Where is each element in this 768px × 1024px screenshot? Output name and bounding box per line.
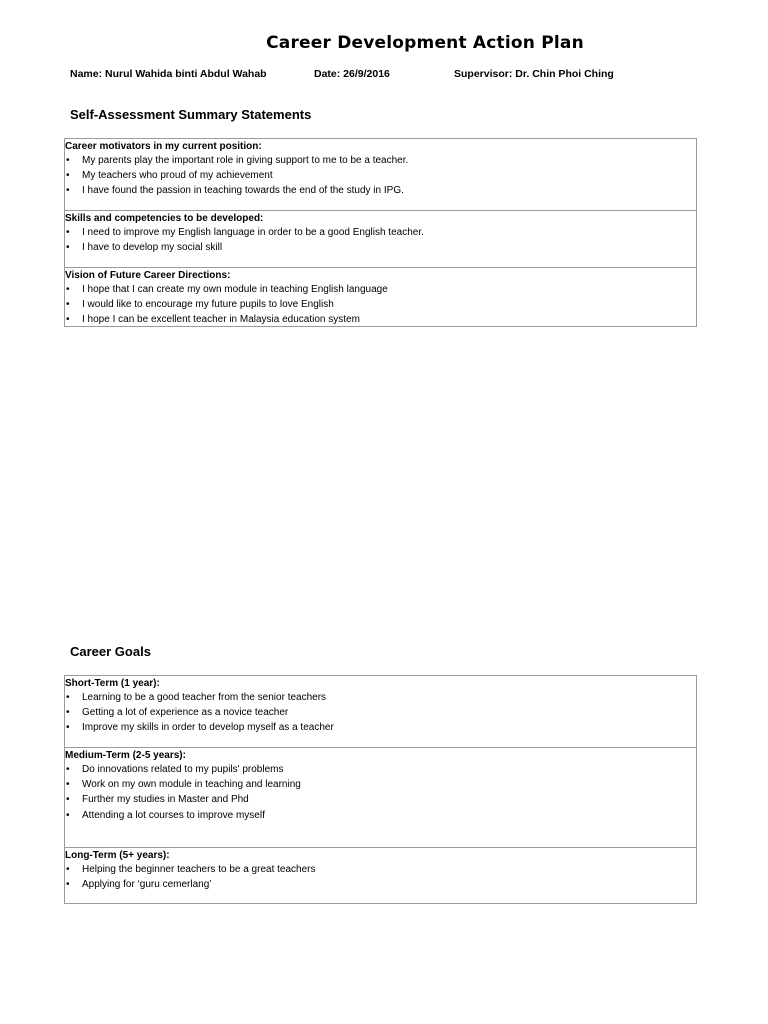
list-item: • My parents play the important role in giving support to me to be a teacher. (65, 153, 696, 168)
vision-block (65, 268, 696, 326)
self-assessment-heading: Self-Assessment Summary Statements (70, 107, 312, 122)
self-assessment-table (64, 138, 697, 327)
bullet-icon: • (66, 879, 70, 891)
bullet-icon: • (66, 284, 70, 295)
bullet-icon: • (66, 764, 70, 775)
bullet-icon: • (66, 692, 70, 703)
bullet-icon: • (66, 185, 70, 197)
bullet-icon: • (66, 722, 70, 734)
list-item: • Further my studies in Master and Phd (65, 792, 696, 807)
list-item: • My teachers who proud of my achievement (65, 168, 696, 183)
career-goals-table (64, 675, 697, 904)
bullet-icon: • (66, 809, 70, 821)
list-item: • Applying for ‘guru cemerlang’ (65, 877, 696, 892)
short-term-block (65, 676, 696, 748)
list-item: • I have found the passion in teaching towards the end of the study in IPG. (65, 183, 696, 198)
list-item: • Helping the beginner teachers to be a great teachers (65, 862, 696, 877)
block-heading: Skills and competencies to be developed: (65, 213, 264, 224)
list-item: • Work on my own module in teaching and learning (65, 777, 696, 792)
name-field: Name: Nurul Wahida binti Abdul Wahab (70, 68, 267, 80)
list-item: • Improve my skills in order to develop myself as a teacher (65, 720, 696, 735)
bullet-icon: • (66, 299, 70, 311)
bullet-icon: • (66, 227, 70, 238)
block-heading: Medium-Term (2-5 years): (65, 750, 186, 761)
list-item: • I would like to encourage my future pupils to love English (65, 297, 696, 312)
bullet-icon: • (66, 314, 70, 326)
list-item: • Attending a lot courses to improve myself (65, 808, 696, 823)
bullet-icon: • (66, 779, 70, 791)
page-title: Career Development Action Plan (266, 33, 584, 53)
block-heading: Career motivators in my current position: (65, 141, 262, 152)
bullet-icon: • (66, 707, 70, 719)
block-heading: Long-Term (5+ years): (65, 850, 170, 861)
block-heading: Short-Term (1 year): (65, 678, 160, 689)
skills-block (65, 211, 696, 268)
list-item: • Getting a lot of experience as a novice teacher (65, 705, 696, 720)
list-item: • I hope that I can create my own module in teaching English language (65, 282, 696, 297)
list-item: • I need to improve my English language in order to be a good English teacher. (65, 225, 696, 240)
date-field: Date: 26/9/2016 (314, 68, 390, 80)
bullet-icon: • (66, 242, 70, 254)
long-term-block (65, 848, 696, 903)
list-item: • I hope I can be excellent teacher in Malaysia education system (65, 312, 696, 327)
bullet-icon: • (66, 864, 70, 875)
career-motivators-block (65, 139, 696, 211)
bullet-icon: • (66, 170, 70, 182)
bullet-icon: • (66, 794, 70, 806)
list-item: • I have to develop my social skill (65, 240, 696, 255)
supervisor-field: Supervisor: Dr. Chin Phoi Ching (454, 68, 614, 80)
block-heading: Vision of Future Career Directions: (65, 270, 231, 281)
list-item: • Learning to be a good teacher from the senior teachers (65, 690, 696, 705)
career-goals-heading: Career Goals (70, 644, 151, 659)
medium-term-block (65, 748, 696, 848)
bullet-icon: • (66, 155, 70, 166)
list-item: • Do innovations related to my pupils' problems (65, 762, 696, 777)
